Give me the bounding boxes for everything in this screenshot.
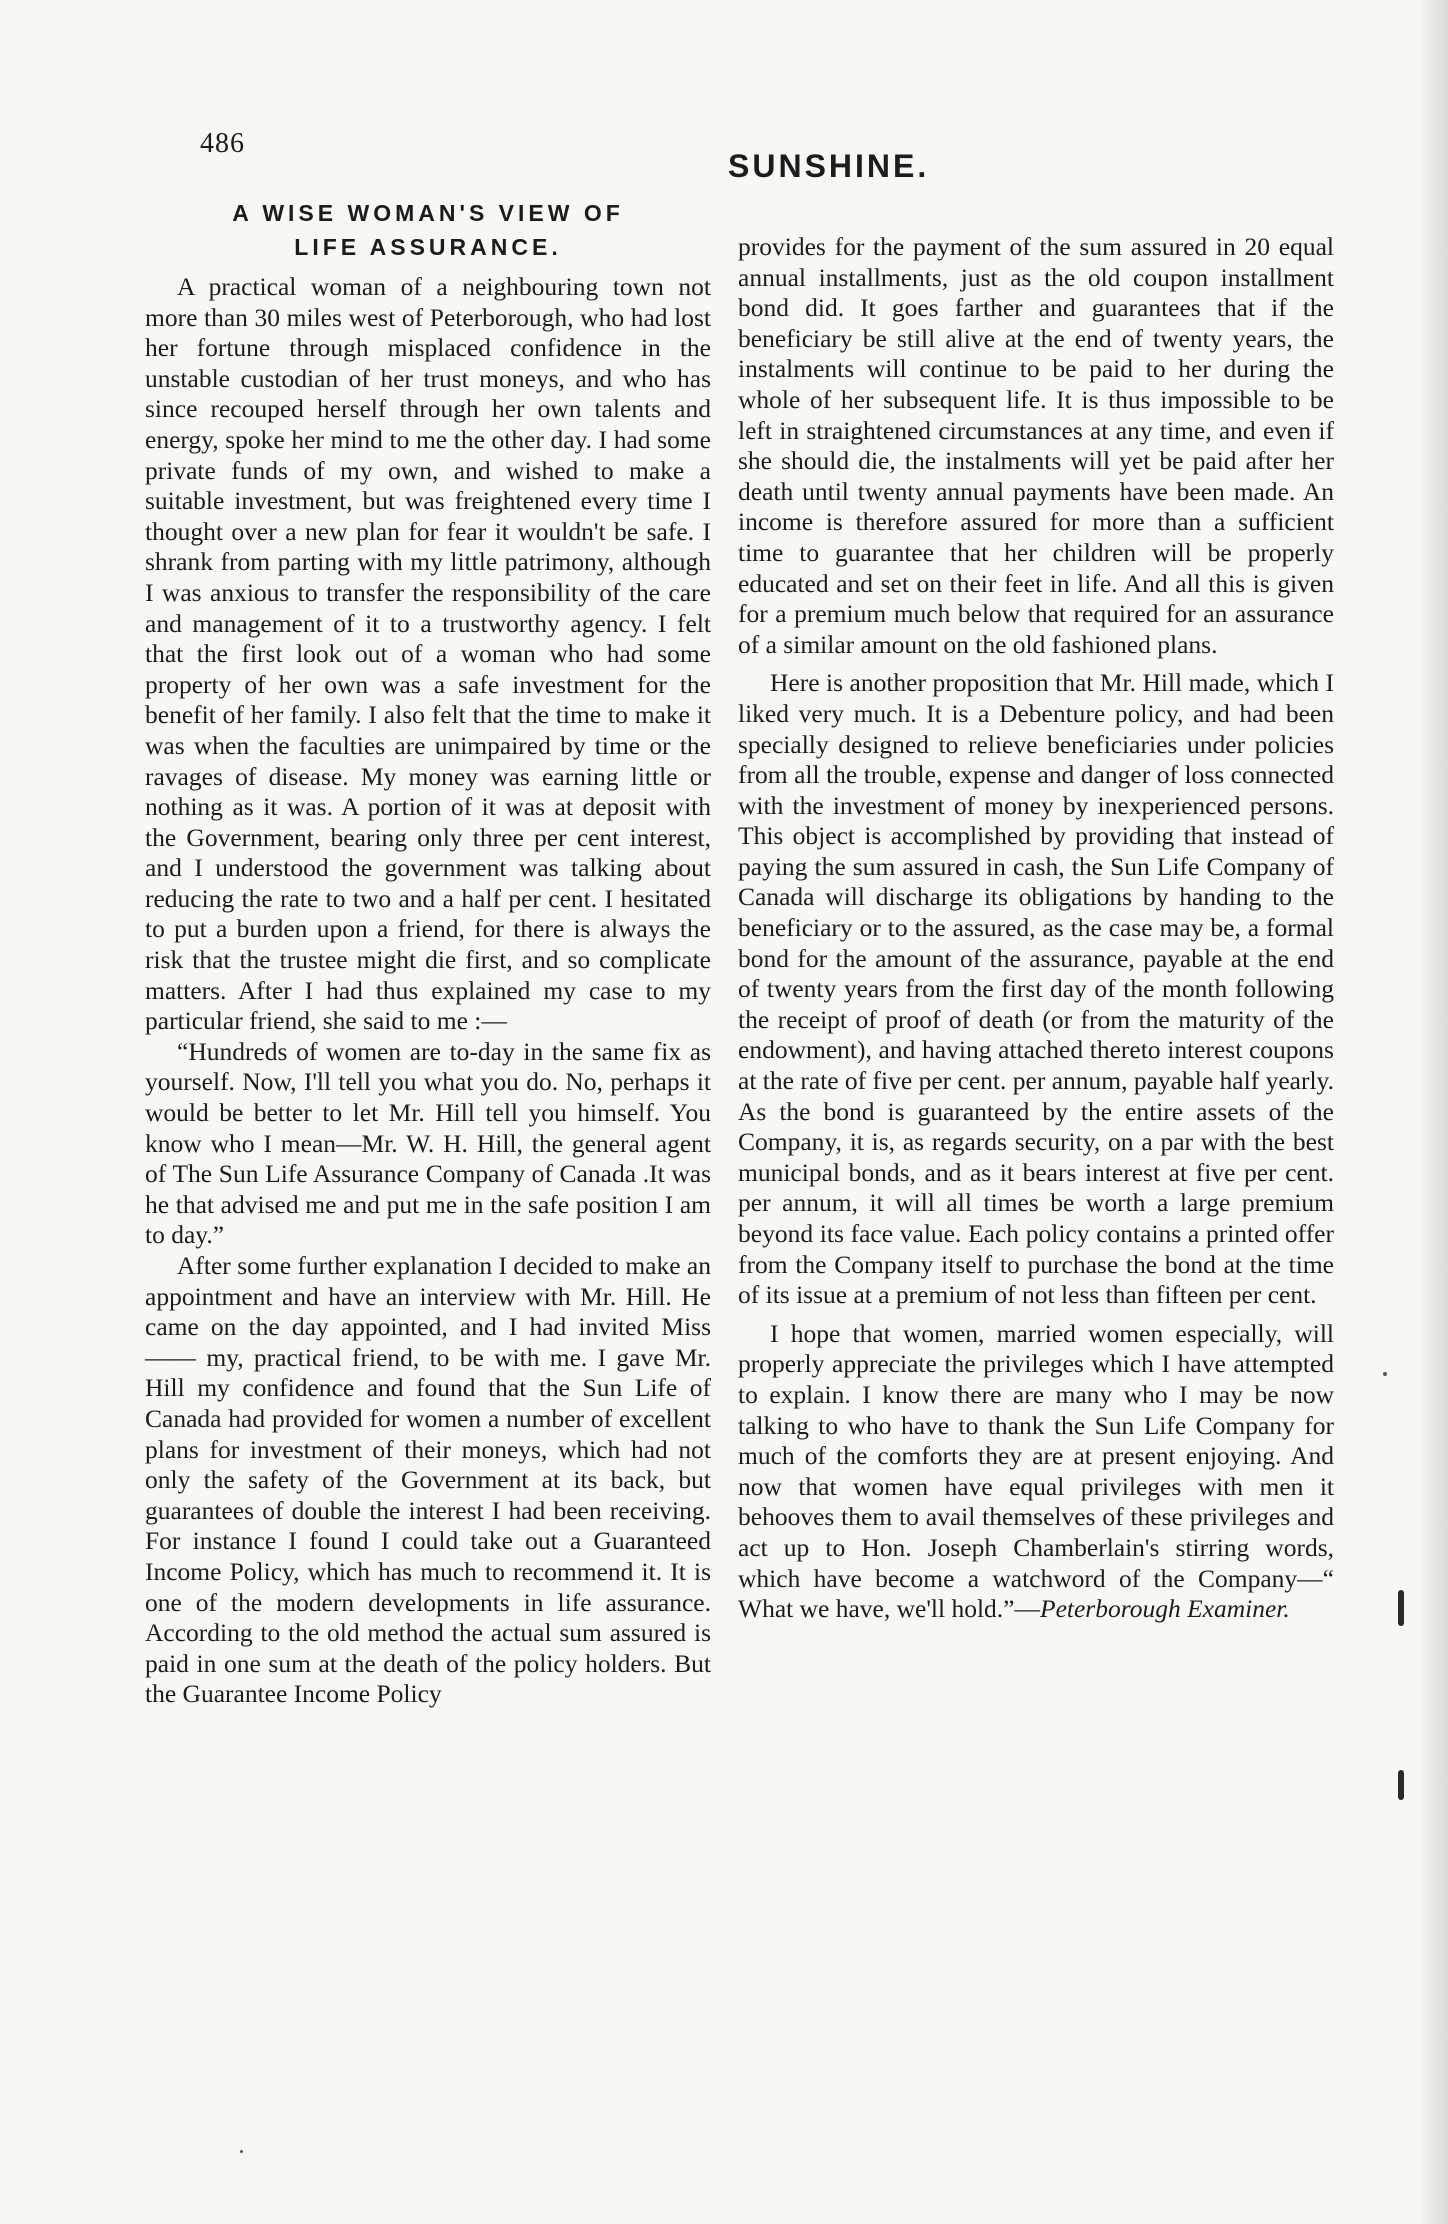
paragraph: A practical woman of a neighbouring town not more than 30 miles west of Peterborough, who had lost her fortune through misplaced confidence in the unstable custodian of her trust moneys, and who has since recouped herself through her own talents and energy, spoke her mind to me the other day. I had some private funds of my own, and wished to make a suitable investment, but was freightened every time I thought over a new plan for fear it wouldn't be safe. I shrank from parting with my little patrimony, although I was anxious to transfer the responsibility of the care and management of it to a trustworthy agency. I felt that the first look out of a woman who had some property of her own was a safe investment for the benefit of her family. I also felt that the time to make it was when the faculties are unimpaired by time or the ravages of disease. My money was earning little or nothing as it was. A portion of it was at deposit with the Government, bearing only three per cent interest, and I understood the government was talking about reducing the rate to two and a half per cent. I hesitated to put a burden upon a friend, for there is always the risk that the trustee might die first, and so complicate matters. After I had thus explained my case to my particular friend, she said to me :—: [145, 272, 711, 1036]
page-number: 486: [200, 128, 245, 159]
speck: [240, 2150, 243, 2153]
page-edge-shadow: [1422, 0, 1448, 2224]
paragraph: “Hundreds of women are to-day in the same fix as yourself. Now, I'll tell you what you do. No, perhaps it would be better to let Mr. Hill tell you himself. You know who I mean—Mr. W. H. Hill, the general agent of The Sun Life Assurance Company of Canada .It was he that advised me and put me in the safe position I am to day.”: [145, 1036, 711, 1250]
article-title-line-2: LIFE ASSURANCE.: [294, 234, 562, 260]
paragraph: provides for the payment of the sum assured in 20 equal annual installments, just as the old coupon installment bond did. It goes farther and guarantees that if the beneficiary be still alive at the end of twenty years, the instalments will continue to be paid to her during the whole of her subsequent life. It is thus impossible to be left in straightened circumstances at any time, and even if she should die, the instalments will yet be paid after her death until twenty annual payments have been made. An income is therefore assured for more than a sufficient time to guarantee that her children will be properly educated and set on their feet in life. And all this is given for a premium much below that required for an assurance of a similar amount on the old fashioned plans.: [738, 232, 1334, 659]
right-column: [738, 232, 1334, 1625]
closing-text: I hope that women, married women especially, will properly appreciate the privileges which I have attempted to explain. I know there are many who I may be now talking to who have to thank the Sun Life Company for much of the comforts they are at present enjoying. And now that women have equal privileges with men it behooves them to avail themselves of these privileges and act up to Hon. Joseph Chamberlain's stirring words, which have become a watchword of the Company—“ What we have, we'll hold.”—: [738, 1318, 1334, 1624]
left-column: [145, 196, 711, 1710]
source-citation: Peterborough Examiner.: [1040, 1594, 1290, 1624]
paragraph: After some further explanation I decided to make an appointment and have an interview with Mr. Hill. He came on the day appointed, and I had invited Miss —— my, practical friend, to be with me. I gave Mr. Hill my confidence and found that the Sun Life of Canada had provided for women a number of excellent plans for investment of their moneys, which had not only the safety of the Government at its back, but guarantees of double the interest I had been receiving. For instance I found I could take out a Guaranteed Income Policy, which has much to recommend it. It is one of the modern developments in life assurance. According to the old method the actual sum assured is paid in one sum at the death of the policy holders. But the Guarantee Income Policy: [145, 1251, 711, 1709]
paragraph: Here is another proposition that Mr. Hill made, which I liked very much. It is a Debenture policy, and had been specially designed to relieve beneficiaries under policies from all the trouble, expense and danger of loss connected with the investment of money by inexperienced persons. This object is accomplished by providing that instead of paying the sum assured in cash, the Sun Life Company of Canada will discharge its obligations by handing to the beneficiary or to the assured, as the case may be, a formal bond for the amount of the assurance, payable at the end of twenty years from the first day of the month following the receipt of proof of death (or from the maturity of the endowment), and having attached thereto interest coupons at the rate of five per cent. per annum, payable half yearly. As the bond is guaranteed by the entire assets of the Company, it is, as regards security, on a par with the best municipal bonds, and as it bears interest at five per cent. per annum, it will all times be worth a large premium beyond its face value. Each policy contains a printed offer from the Company itself to purchase the bond at the time of its issue at a premium of not less than fifteen per cent.: [738, 668, 1334, 1310]
article-title: [145, 196, 711, 264]
article-title-line-1: A WISE WOMAN'S VIEW OF: [232, 200, 624, 226]
speck: [1383, 1372, 1387, 1376]
running-head: SUNSHINE.: [728, 148, 930, 184]
margin-mark: [1398, 1590, 1404, 1626]
margin-mark: [1398, 1770, 1404, 1800]
paragraph: [738, 1319, 1334, 1625]
